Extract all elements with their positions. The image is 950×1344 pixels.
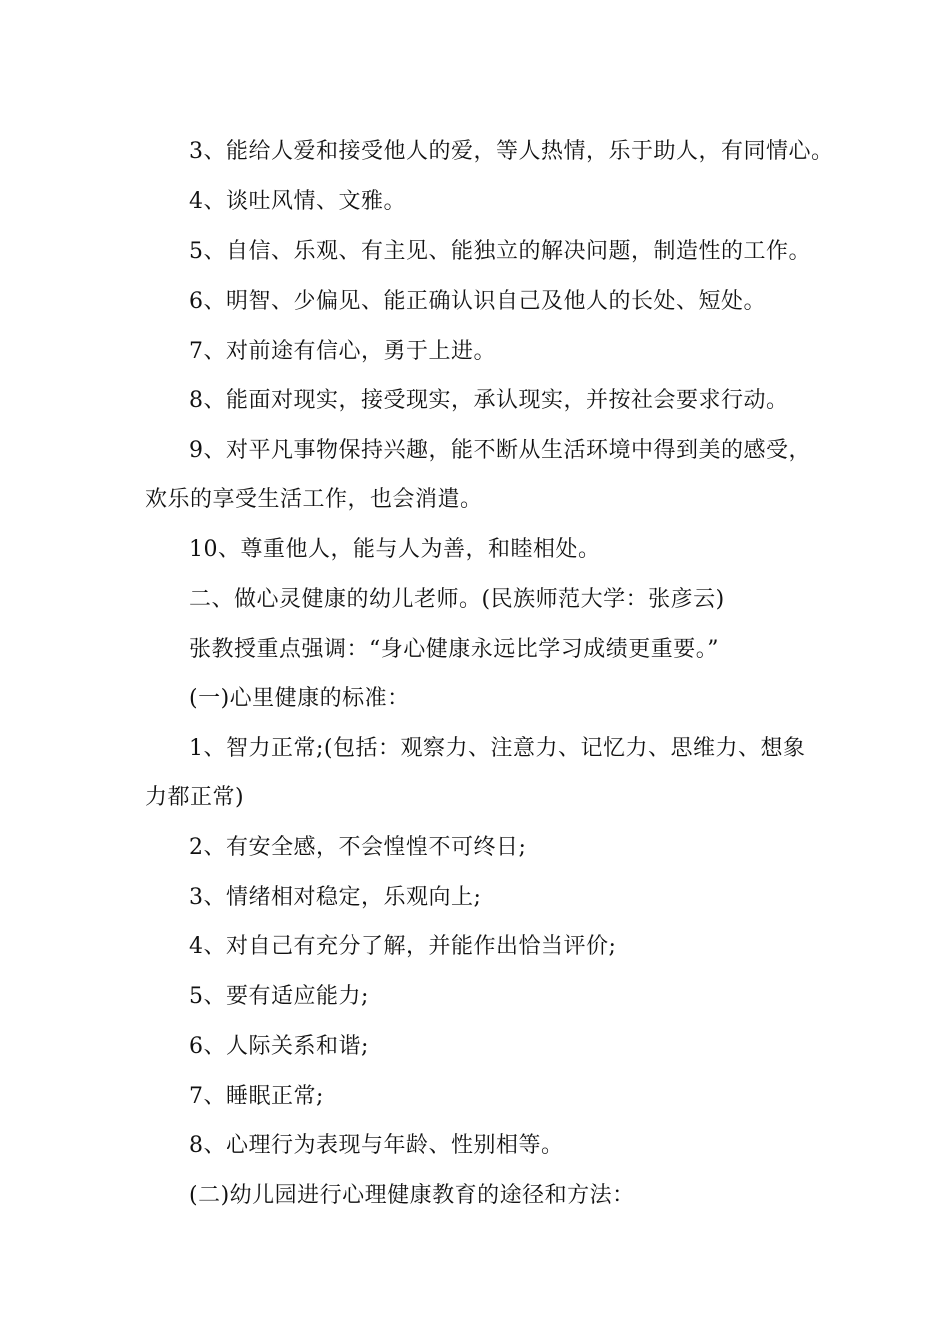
text-line-item-3-love: 3、能给人爱和接受他人的爱，等人热情，乐于助人，有同情心。 [189, 139, 834, 164]
text-line-standard-2: 2、有安全感，不会惶惶不可终日; [189, 835, 527, 860]
text-line-standard-1-continued: 力都正常) [145, 785, 245, 810]
section-heading-two: 二、做心灵健康的幼儿老师。(民族师范大学：张彦云) [189, 587, 725, 612]
text-line-standard-4: 4、对自己有充分了解，并能作出恰当评价; [189, 934, 617, 959]
text-line-standard-8: 8、心理行为表现与年龄、性别相等。 [189, 1133, 564, 1158]
text-line-standard-6: 6、人际关系和谐; [189, 1034, 369, 1059]
text-line-standard-7: 7、睡眠正常; [189, 1084, 324, 1109]
text-line-item-7-future: 7、对前途有信心，勇于上进。 [189, 339, 496, 364]
text-line-standard-5: 5、要有适应能力; [189, 984, 369, 1009]
text-line-item-4-speech: 4、谈吐风情、文雅。 [189, 189, 406, 214]
subsection-heading-methods: (二)幼儿园进行心理健康教育的途径和方法： [189, 1183, 635, 1208]
text-line-item-5-confidence: 5、自信、乐观、有主见、能独立的解决问题，制造性的工作。 [189, 239, 811, 264]
text-line-standard-3: 3、情绪相对稳定，乐观向上; [189, 885, 482, 910]
text-line-item-9-continued: 欢乐的享受生活工作，也会消遣。 [145, 487, 483, 512]
text-line-item-6-wisdom: 6、明智、少偏见、能正确认识自己及他人的长处、短处。 [189, 289, 766, 314]
text-line-standard-1: 1、智力正常;(包括：观察力、注意力、记忆力、思维力、想象 [189, 736, 806, 761]
text-line-emphasis-quote: 张教授重点强调：“身心健康永远比学习成绩更重要。” [189, 637, 719, 662]
text-line-item-9-interest: 9、对平凡事物保持兴趣，能不断从生活环境中得到美的感受， [189, 438, 811, 463]
subsection-heading-standards: (一)心里健康的标准： [189, 686, 410, 711]
text-line-item-8-reality: 8、能面对现实，接受现实，承认现实，并按社会要求行动。 [189, 388, 789, 413]
text-line-item-10-respect: 10、尊重他人，能与人为善，和睦相处。 [189, 537, 601, 562]
